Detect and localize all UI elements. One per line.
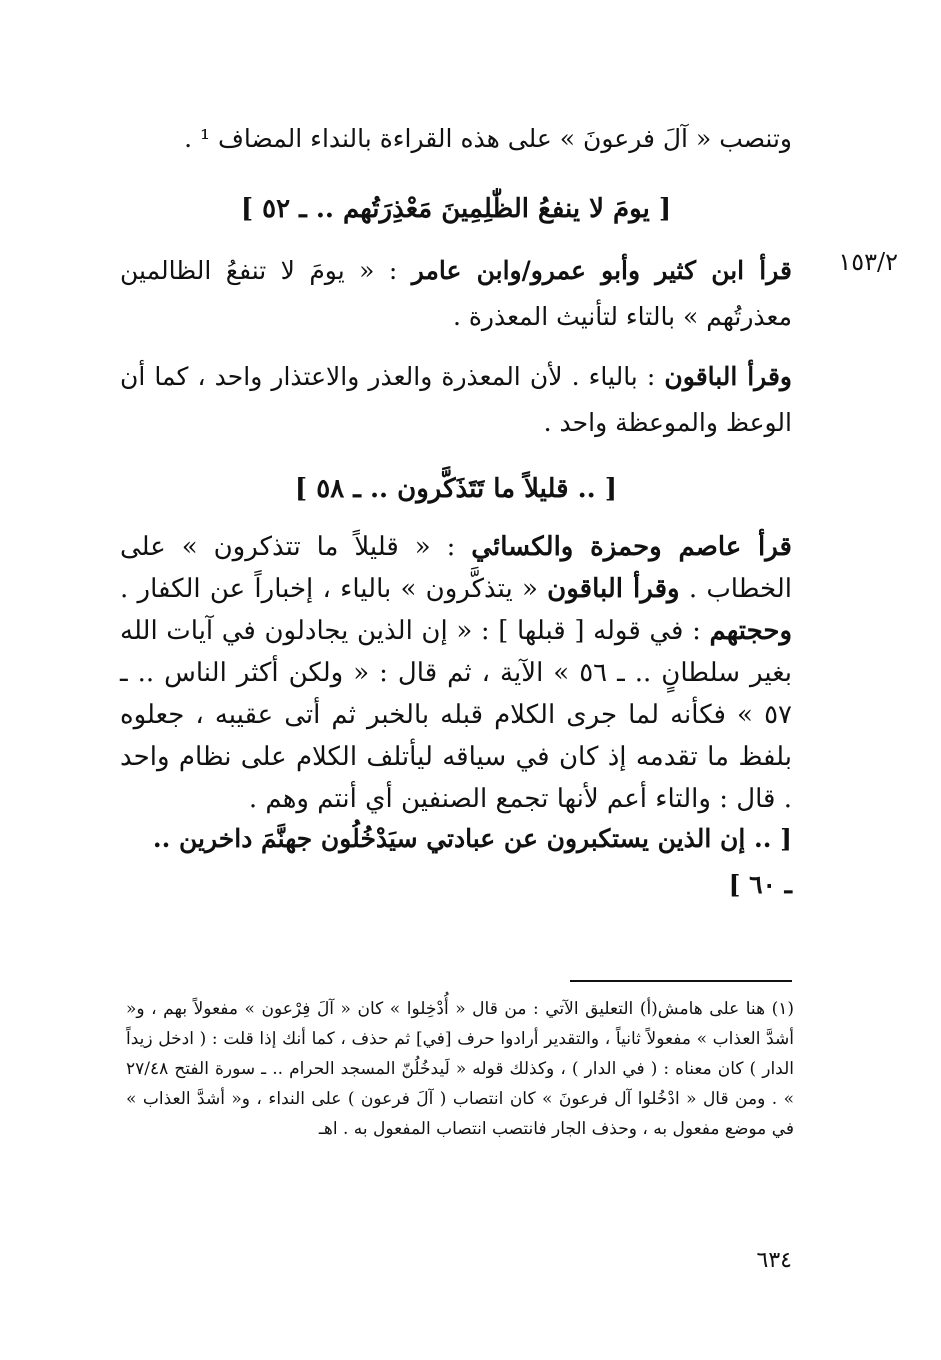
heading-text: [ .. إن الذين يستكبرون عن عبادتي سيَدْخُلُون جهنَّمَ داخرين .. [152, 824, 792, 853]
heading-text: [ يومَ لا ينفعُ الظّٰلِمِينَ مَعْذِرَتُهم .. ـ ٥٢ ] [240, 194, 672, 224]
verse-heading-58 [120, 466, 792, 512]
margin-reference-number: ١٥٣/٢ [838, 248, 898, 276]
verse-heading-52 [120, 186, 792, 232]
reader-names: وقرأ الباقون [547, 574, 680, 604]
paragraph-1 [120, 248, 792, 340]
paragraph-2-text: : بالياء . لأن المعذرة والعذر والاعتذار واحد ، كما أن الوعظ والموعظة واحد . [120, 362, 792, 437]
paragraph-2 [120, 354, 792, 446]
intro-line [120, 116, 792, 162]
argument-label: وحجتهم [709, 616, 792, 646]
heading-text-continued: ـ ٦٠ ] [728, 870, 792, 899]
verse-heading-60 [120, 816, 792, 908]
heading-text: [ .. قليلاً ما تَتَذَكَّرون .. ـ ٥٨ ] [294, 474, 618, 504]
reader-names: وقرأ الباقون [664, 362, 793, 391]
intro-text: وتنصب « آلَ فرعونَ » على هذه القراءة بالنداء المضاف ¹ . [184, 124, 792, 153]
page-number: ٦٣٤ [756, 1248, 792, 1273]
reader-names: قرأ ابن كثير وأبو عمرو/وابن عامر [411, 256, 793, 285]
reader-names: قرأ عاصم وحمزة والكسائي [471, 532, 792, 562]
footnote: (١) هنا على هامش(أ) التعليق الآتي : من قال « أُدْخِلوا » كان « آلَ فِرْعون » مفعولاً بهم ، و« أشدَّ العذاب » مفعولاً ثانياً ، والتقدير أرادوا حرف [في] ثم حذف ، كما أنك إذا قلت : ( ادخل زيداً الدار ) كان معناه : ( في الدار ) ، وكذلك قوله « لَيدخُلُنّ المسجد الحرام .. ـ سورة الفتح ٢٧/٤٨ » . ومن قال « ادْخُلوا آل فرعونَ » كان انتصاب ( آلَ فرعون ) على النداء ، و« أشدَّ العذاب » في موضع مفعول به ، وحذف الجار فانتصب انتصاب المفعول به . اهـ [126, 999, 794, 1139]
paragraph-3: قرأ عاصم وحمزة والكسائي : « قليلاً ما تتذكرون » على الخطاب . وقرأ الباقون « يتذكَّرون » بالياء ، إخباراً عن الكفار . وحجتهم : في قوله [ قبلها ] : « إن الذين يجادلون في آيات الله بغير سلطانٍ .. ـ ٥٦ » الآية ، ثم قال : « ولكن أكثر الناس .. ـ ٥٧ » فكأنه لما جرى الكلام قبله بالخبر ثم أتى عقيبه ، جعلوه بلفظ ما تقدمه إذ كان في سياقه ليأتلف الكلام على نظام واحد . قال : والتاء أعم لأنها تجمع الصنفين أي أنتم وهم . [120, 532, 792, 814]
paragraph-1-text: : « يومَ لا تنفعُ الظالمين معذرتُهم » بالتاء لتأنيث المعذرة . [120, 256, 792, 331]
footnote-divider [570, 980, 792, 982]
